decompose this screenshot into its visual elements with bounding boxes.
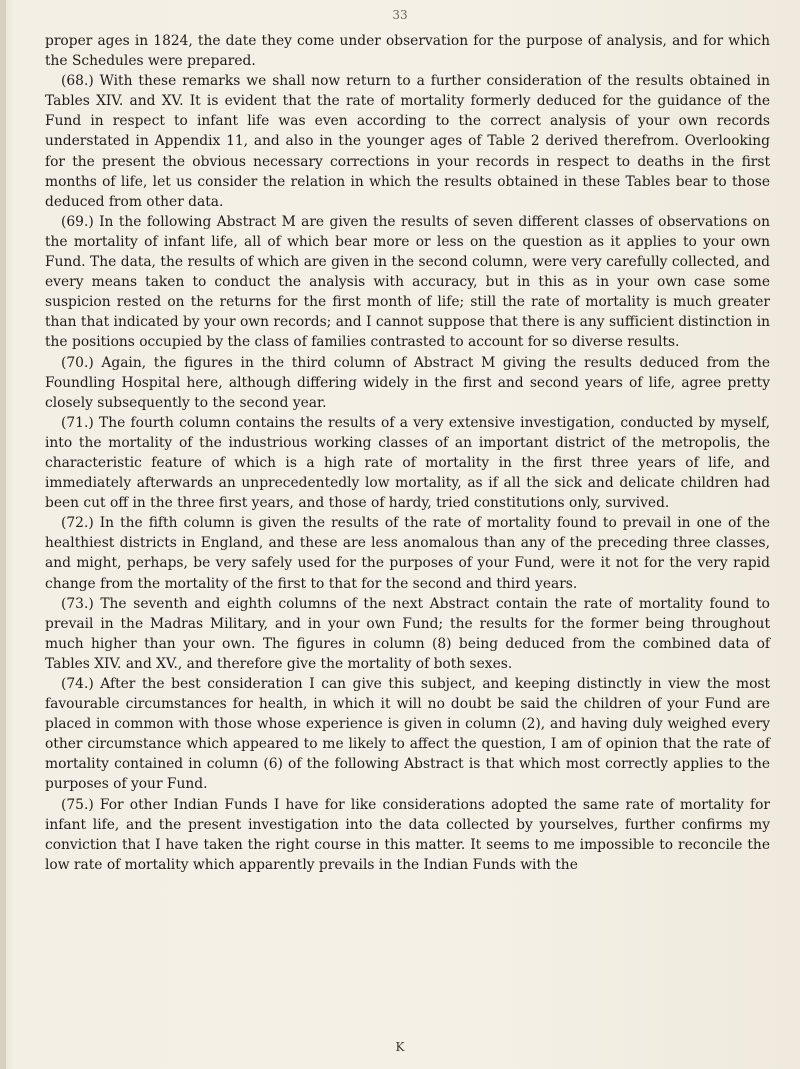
paragraph-73: (73.) The seventh and eighth columns of the next Abstract contain the rate of mortality found to prevail in the Madras Military, and in your own Fund; the results for the former being throughout much higher than your own. The figures in column (8) being deduced from the combined data of Tables XIV. and XV., and therefore give the mortality of both sexes. [45,595,770,672]
paragraph-continuation: proper ages in 1824, the date they come under observation for the purpose of analysis, and for which the Schedules were prepared. [45,33,770,70]
paragraph-68: (68.) With these remarks we shall now return to a further consideration of the results obtained in Tables XIV. and XV. It is evident that the rate of mortality formerly deduced for the guidance of the Fund in respect to infant life was even according to the correct analysis of your own records understated in Appendix 11, and also in the younger ages of Table 2 derived therefrom. Overlooking for the present the obvious necessary corrections in your records in respect to deaths in the first months of life, let us consider the relation in which the results obtained in these Tables bear to those deduced from other data. [45,73,770,210]
page-number: 33 [392,8,408,22]
paragraph-69: (69.) In the following Abstract M are given the results of seven different classes of observations on the mortality of infant life, all of which bear more or less on the question as it applies to your own Fund. The data, the results of which are given in the second column, were very carefully collected, and every means taken to conduct the analysis with accuracy, but in this as in your own case some suspicion rested on the returns for the first month of life; still the rate of mortality is much greater than that indicated by your own records; and I cannot suppose that there is any sufficient distinction in the positions occupied by the class of families contrasted to account for so diverse results. [45,213,770,351]
paragraph-70: (70.) Again, the figures in the third column of Abstract M giving the results deduced from the Foundling Hospital here, although differing widely in the first and second years of life, agree pretty closely subsequently to the second year. [45,354,770,411]
paragraph-71: (71.) The fourth column contains the results of a very extensive investigation, conducted by myself, into the mortality of the industrious working classes of an important district of the metropolis, the characteristic feature of which is a high rate of mortality in the first three years of life, and immediately afterwards an unprecedentedly low mortality, as if all the sick and delicate children had been cut off in the three first years, and those of hardy, tried constitutions only, survived. [45,414,770,512]
signature-mark: K [395,1040,405,1054]
body-text [45,31,770,875]
paragraph-74: (74.) After the best consideration I can give this subject, and keeping distinctly in view the most favourable circumstances for health, in which it will no doubt be said the children of your Fund are placed in common with those whose experience is given in column (2), and having duly weighed every other circumstance which appeared to me likely to affect the question, I am of opinion that the rate of mortality contained in column (6) of the following Abstract is that which most correctly applies to the purposes of your Fund. [45,676,770,793]
paragraph-72: (72.) In the fifth column is given the results of the rate of mortality found to prevail in one of the healthiest districts in England, and these are less anomalous than any of the preceding three classes, and might, perhaps, be very safely used for the purposes of your Fund, were it not for the very rapid change from the mortality of the first to that for the second and third years. [45,515,770,592]
book-spine-shadow [0,0,6,1069]
paragraph-75: (75.) For other Indian Funds I have for like considerations adopted the same rate of mortality for infant life, and the present investigation into the data collected by yourselves, further confirms my conviction that I have taken the right course in this matter. It seems to me impossible to reconcile the low rate of mortality which apparently prevails in the Indian Funds with the [45,796,770,873]
